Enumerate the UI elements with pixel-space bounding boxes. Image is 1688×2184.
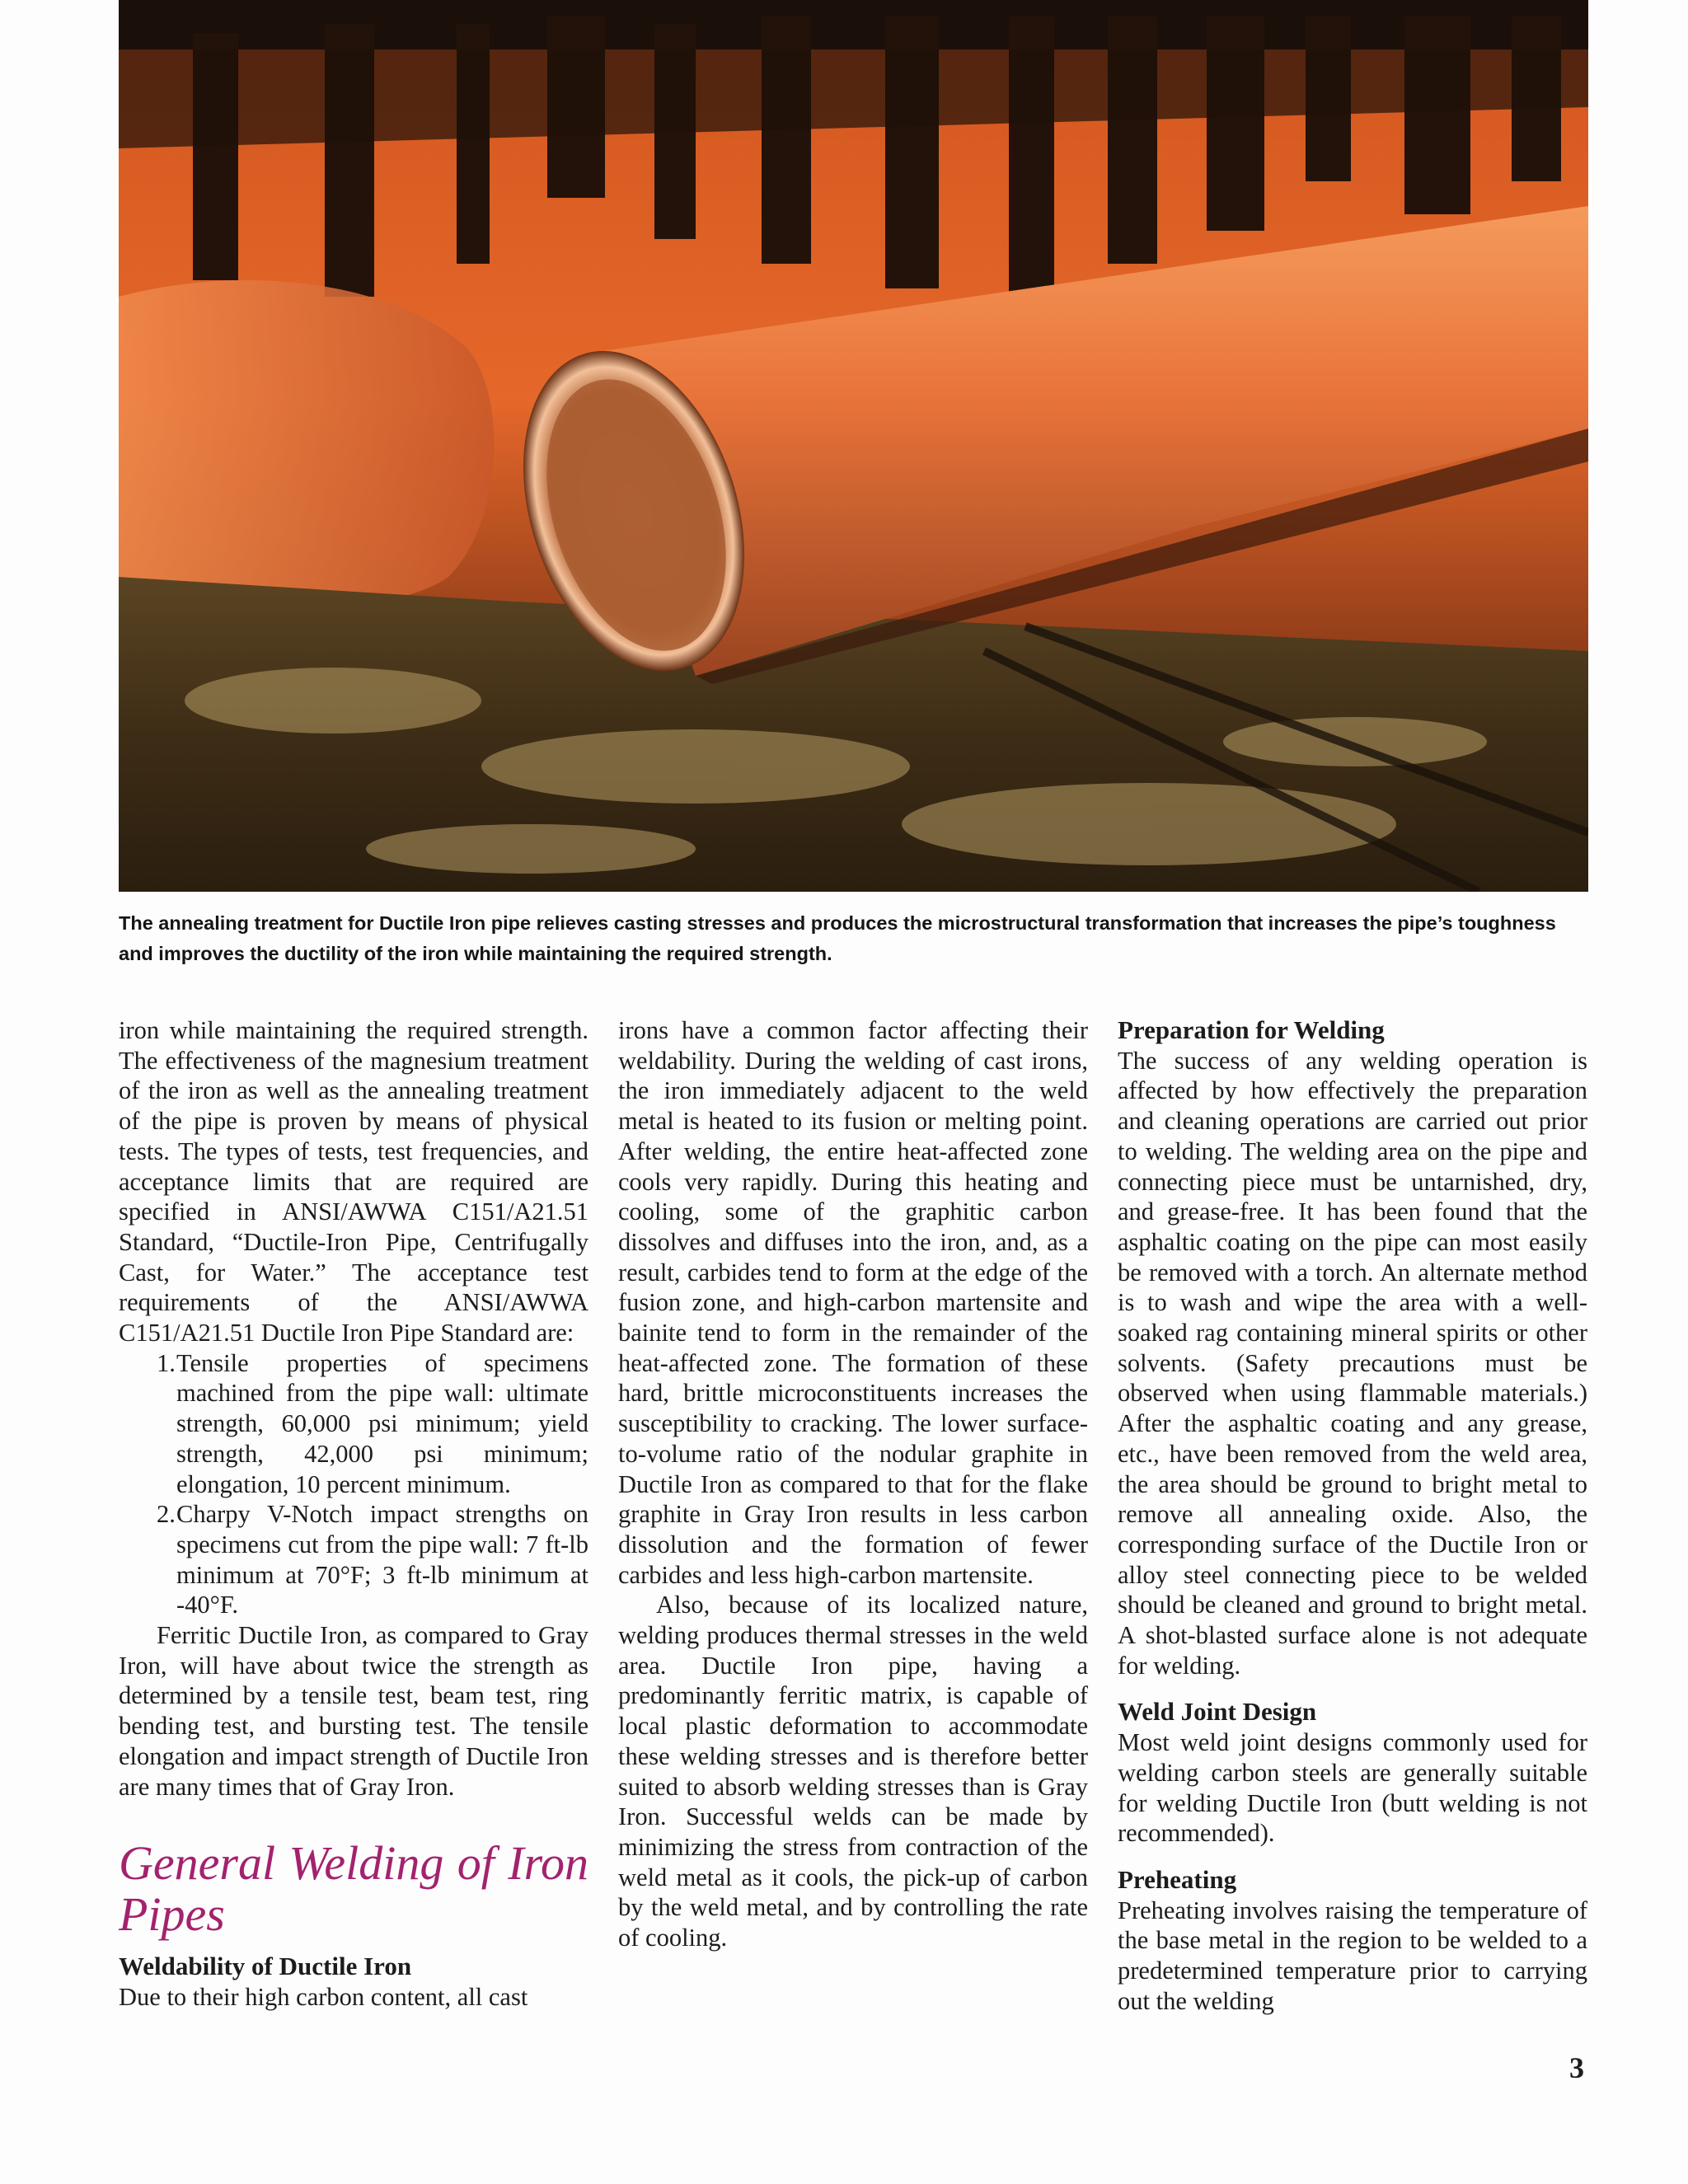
text-column-1 <box>119 1015 588 2013</box>
list-item <box>119 1348 588 1500</box>
text-column-3 <box>1118 1015 1587 2017</box>
annealing-photo <box>119 0 1588 892</box>
photo-caption: The annealing treatment for Ductile Iron pipe relieves casting stresses and produces the microstructural transformation that increases the pipe’s toughness and improves the ductility of the iron while maintaining the required strength. <box>119 912 1556 964</box>
section-title: General Welding of Iron Pipes <box>119 1836 588 1942</box>
paragraph: Most weld joint designs commonly used for welding carbon steels are generally suitable for welding Ductile Iron (butt welding is not recommended). <box>1118 1728 1587 1848</box>
paragraph: iron while maintaining the required strength. The effectiveness of the magnesium treatment of the iron as well as the annealing treatment of the pipe is proven by means of physical tests. The types of tests, test frequencies, and acceptance limits that are required are specified in ANSI/AWWA C151/A21.51 Standard, “Ductile-Iron Pipe, Centrifugally Cast, for Water.” The acceptance test requirements of the ANSI/AWWA C151/A21.51 Ductile Iron Pipe Standard are: <box>119 1016 588 1347</box>
paragraph: Also, because of its localized nature, welding produces thermal stresses in the weld area. Ductile Iron pipe, having a predominantly ferritic matrix, is capable of local plastic deformation to accommodate these welding stresses and is therefore better suited to absorb welding stresses than is Gray Iron. Successful welds can be made by minimizing the stress from contraction of the weld metal as it cools, the pick-up of carbon by the weld metal, and by controlling the rate of cooling. <box>618 1591 1088 1952</box>
subheading: Preheating <box>1118 1864 1237 1894</box>
annealing-furnace-pipe-photo <box>119 0 1588 892</box>
list-number: 2. <box>157 1500 176 1529</box>
paragraph: irons have a common factor affecting their weldability. During the welding of cast irons, the iron immediately adjacent to the weld metal is heated to its fusion or melting point. After welding, the entire heat-affected zone cools very rapidly. During this heating and cooling, some of the graphitic carbon dissolves and diffuses into the iron, and, as a result, carbides tend to form at the edge of the fusion zone, and high-carbon martensite and bainite tend to form in the remainder of the heat-affected zone. The formation of these hard, brittle microconstituents increases the susceptibility to cracking. The lower surface-to-volume ratio of the nodular graphite in Ductile Iron as compared to that for the flake graphite in Gray Iron results in less carbon dissolution and the formation of fewer carbides and less high-carbon martensite. <box>618 1016 1088 1589</box>
subheading: Weldability of Ductile Iron <box>119 1952 412 1981</box>
list-item <box>119 1499 588 1620</box>
text-column-2 <box>618 1015 1088 1953</box>
list-number: 1. <box>157 1348 176 1377</box>
paragraph: The success of any welding operation is affected by how effectively the preparation and cleaning operations are carried out prior to welding. The welding area on the pipe and connecting piece must be untarnished, dry, and grease-free. It has been found that the asphaltic coating on the pipe can most easily be removed with a torch. An alternate method is to wash and wipe the area with a well-soaked rag containing mineral spirits or other solvents. (Safety precautions must be observed when using flammable materials.) After the asphaltic coating and any grease, etc., have been removed from the weld area, the area should be ground to bright metal to remove all annealing oxide. Also, the corresponding surface of the Ductile Iron or alloy steel connecting piece to be welded should be cleaned and ground to bright metal. A shot-blasted surface alone is not adequate for welding. <box>1118 1046 1587 1680</box>
subheading: Preparation for Welding <box>1118 1015 1385 1044</box>
list-text: Charpy V-Notch impact strengths on specimens cut from the pipe wall: 7 ft-lb minimum at 70°F; 3 ft-lb minimum at -40°F. <box>176 1500 588 1619</box>
acceptance-test-list <box>119 1348 588 1620</box>
paragraph: Preheating involves raising the temperature of the base metal in the region to be welded to a predetermined temperature prior to carrying out the welding <box>1118 1896 1587 2015</box>
paragraph: Ferritic Ductile Iron, as compared to Gray Iron, will have about twice the strength as determined by a tensile test, beam test, ring bending test, and bursting test. The tensile elongation and impact strength of Ductile Iron are many times that of Gray Iron. <box>119 1621 588 1801</box>
list-text: Tensile properties of specimens machined from the pipe wall: ultimate strength, 60,000 psi minimum; yield strength, 42,000 psi minimum; elongation, 10 percent minimum. <box>176 1348 588 1498</box>
page-number: 3 <box>1569 2051 1584 2084</box>
subheading: Weld Joint Design <box>1118 1697 1317 1727</box>
paragraph: Due to their high carbon content, all cast <box>119 1982 528 2011</box>
